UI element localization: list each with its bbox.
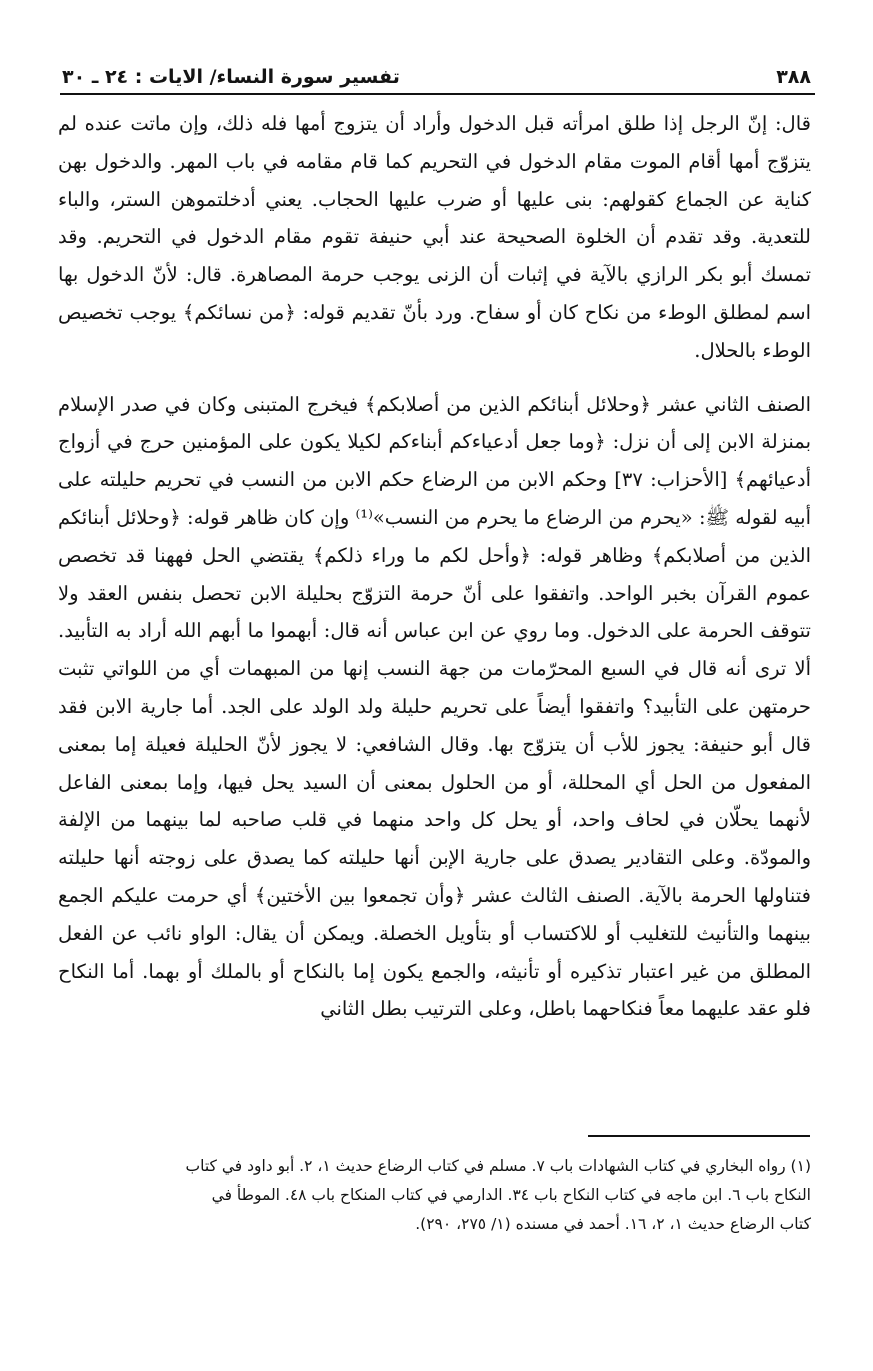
page-header: [62, 56, 811, 88]
footnote-line-2: النكاح باب ٦. ابن ماجه في كتاب النكاح باب ٣٤. الدارمي في كتاب المنكاح باب ٤٨. الموطأ في: [211, 1186, 811, 1204]
main-text: [58, 105, 811, 1028]
header-divider: [60, 93, 815, 95]
running-title: تفسير سورة النساء/ الايات : ٢٤ ـ ٣٠: [62, 66, 400, 88]
paragraph-2: الصنف الثاني عشر ﴿وحلائل أبنائكم الذين من أصلابكم﴾ فيخرج المتبنى وكان في صدر الإسلام بمنزلة الابن إلى أن نزل: ﴿وما جعل أدعياءكم أبناءكم لكيلا يكون على المؤمنين حرج في أزواج أدعيائهم﴾ [الأحزاب: ٣٧] وحكم الابن من الرضاع حكم الابن من النسب في تحريم حليلته على أبيه لقوله ﷺ: «يحرم من الرضاع ما يحرم من النسب»⁽¹⁾ وإن كان ظاهر قوله: ﴿وحلائل أبنائكم الذين من أصلابكم﴾ وظاهر قوله: ﴿وأحل لكم ما وراء ذلكم﴾ يقتضي الحل فههنا قد تخصص عموم القرآن بخبر الواحد. واتفقوا على أنّ حرمة التزوّج بحليلة الابن تحصل بنفس العقد ولا تتوقف الحرمة على الدخول. وما روي عن ابن عباس أنه قال: أبهموا ما أبهم الله أراد به التأبيد. ألا ترى أنه قال في السبع المحرّمات من جهة النسب إنها من المبهمات أي من اللواتي تثبت حرمتهن على التأبيد؟ واتفقوا أيضاً على تحريم حليلة ولد الولد على الجد. أما جارية الابن فقد قال أبو حنيفة: يجوز للأب أن يتزوّج بها. وقال الشافعي: لا يجوز لأنّ الحليلة فعيلة إما بمعنى المفعول من الحل أي المحللة، أو من الحلول بمعنى أن السيد يحل فيها، وإما بمعنى الفاعل لأنهما يحلّان في لحاف واحد، أو يحل كل واحد منهما في قلب صاحبه لما بينهما من الإلفة والمودّة. وعلى التقادير يصدق على جارية الإبن أنها حليلته كما يصدق على زوجته أنها حليلته فتناولها الحرمة بالآية. الصنف الثالث عشر ﴿وأن تجمعوا بين الأختين﴾ أي حرمت عليكم الجمع بينهما والتأنيث للتغليب أو للاكتساب أو بتأويل الخصلة. ويمكن أن يقال: الواو نائب عن الفعل المطلق من غير اعتبار تذكيره أو تأنيثه، والجمع يكون إما بالنكاح أو بالملك أو بهما. أما النكاح فلو عقد عليهما معاً فنكاحهما باطل، وعلى الترتيب بطل الثاني: [58, 392, 811, 1021]
footnote-divider: [588, 1135, 810, 1137]
paragraph-1: قال: إنّ الرجل إذا طلق امرأته قبل الدخول وأراد أن يتزوج أمها فله ذلك، وإن ماتت عنده لم يتزوّج أمها أقام الموت مقام الدخول في التحريم كما قام مقامه في باب المهر. والدخول بهن كناية عن الجماع كقولهم: بنى عليها أو ضرب عليها الحجاب. يعني أدخلتموهن الستر، والباء للتعدية. وقد تقدم أن الخلوة الصحيحة عند أبي حنيفة تقوم مقام الدخول في التحريم. وقد تمسك أبو بكر الرازي بالآية في إثبات أن الزنى يوجب حرمة المصاهرة. قال: لأنّ الدخول بها اسم لمطلق الوطء من نكاح كان أو سفاح. ورد بأنّ تقديم قوله: ﴿من نسائكم﴾ يوجب تخصيص الوطء بالحلال.: [58, 112, 812, 362]
page-number: ٣٨٨: [776, 66, 811, 88]
footnote-line-3: كتاب الرضاع حديث ١، ٢، ١٦. أحمد في مسنده (١/ ٢٧٥، ٢٩٠).: [415, 1215, 811, 1233]
footnote: [60, 1152, 811, 1239]
footnote-line-1: (١) رواه البخاري في كتاب الشهادات باب ٧. مسلم في كتاب الرضاع حديث ١، ٢. أبو داود في كتاب: [185, 1157, 811, 1175]
